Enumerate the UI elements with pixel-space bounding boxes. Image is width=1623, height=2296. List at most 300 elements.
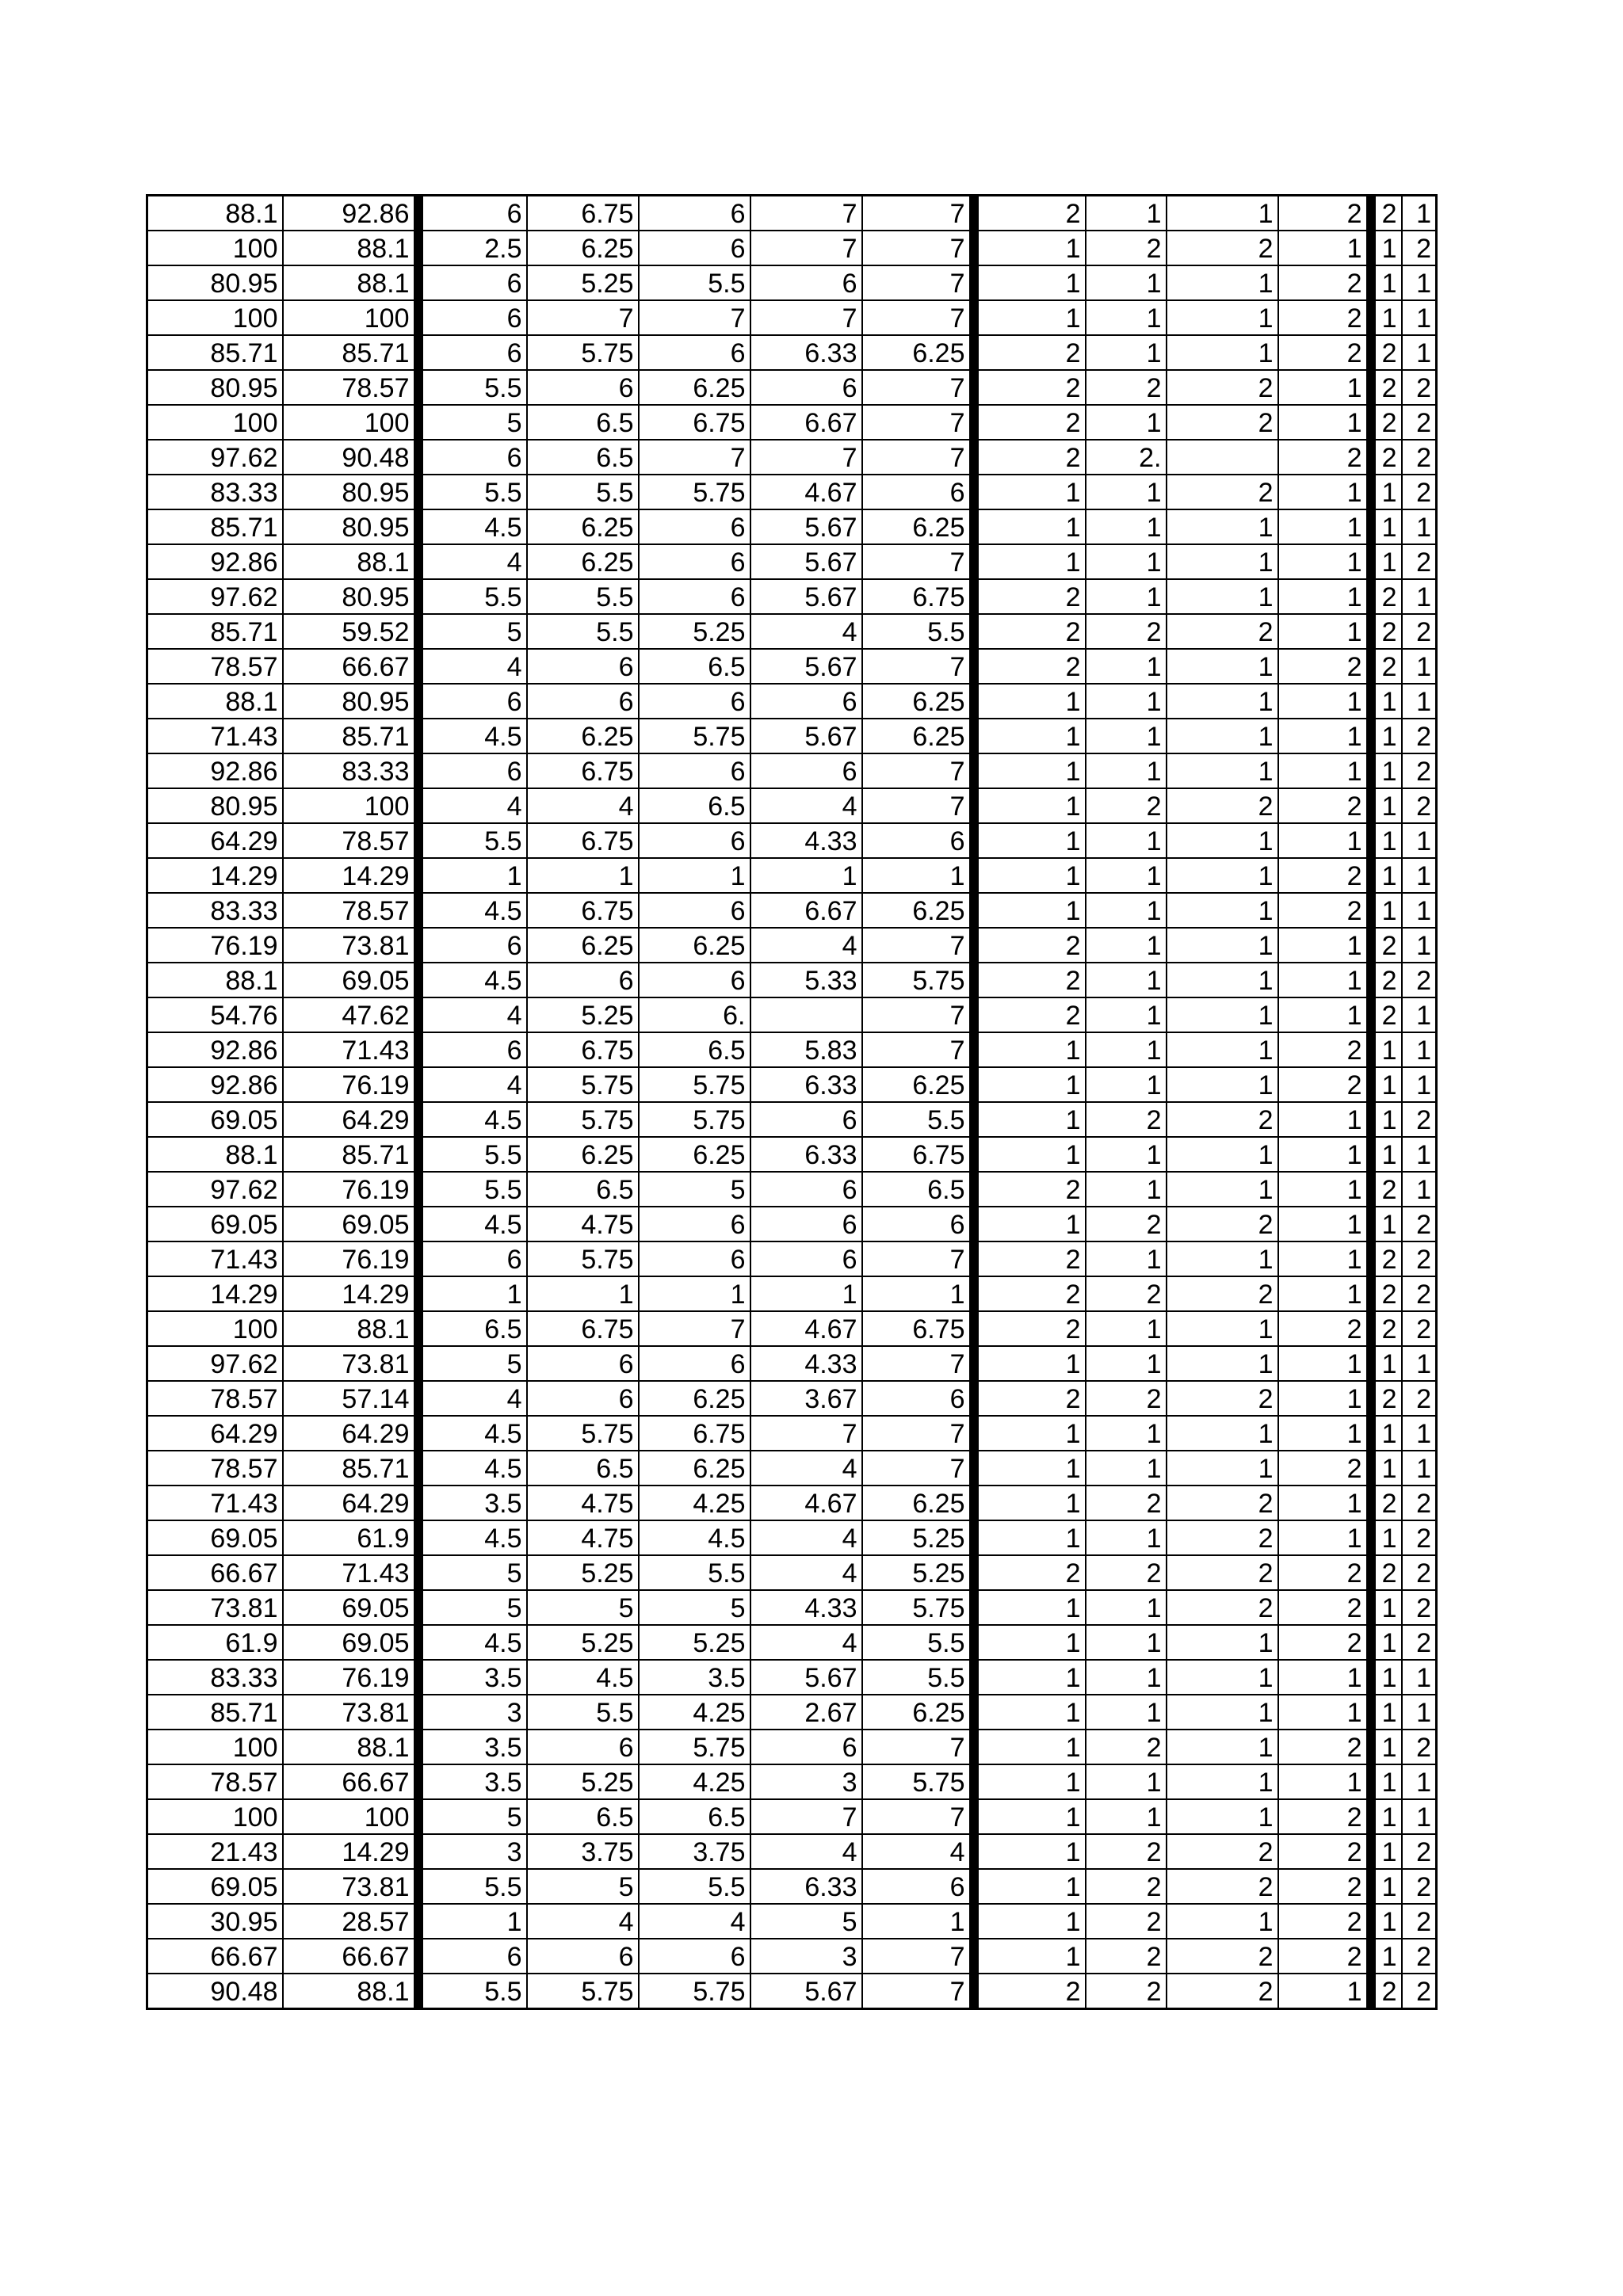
table-cell: 6 bbox=[639, 196, 750, 231]
table-row bbox=[147, 579, 1437, 614]
table-cell: 71.43 bbox=[147, 1486, 283, 1520]
table-cell: 100 bbox=[147, 231, 283, 265]
table-cell: 1 bbox=[974, 1730, 1086, 1764]
table-cell: 6 bbox=[639, 684, 750, 719]
table-cell: 2 bbox=[1278, 858, 1371, 893]
table-cell: 76.19 bbox=[283, 1172, 418, 1207]
table-cell: 2 bbox=[1278, 1625, 1371, 1660]
table-cell: 1 bbox=[1402, 265, 1437, 300]
table-cell: 2 bbox=[974, 963, 1086, 997]
table-cell: 1 bbox=[974, 1137, 1086, 1172]
table-cell: 1 bbox=[1278, 579, 1371, 614]
table-cell: 6 bbox=[750, 1172, 862, 1207]
table-cell: 5.5 bbox=[639, 265, 750, 300]
table-cell: 73.81 bbox=[283, 1346, 418, 1381]
table-cell: 2 bbox=[1371, 649, 1402, 684]
table-cell: 88.1 bbox=[147, 684, 283, 719]
table-cell: 2 bbox=[1402, 1207, 1437, 1241]
table-cell: 6 bbox=[639, 1241, 750, 1276]
table-cell: 4 bbox=[750, 928, 862, 963]
table-cell: 6.25 bbox=[639, 1451, 750, 1486]
table-cell: 4.25 bbox=[639, 1764, 750, 1799]
table-cell: 64.29 bbox=[147, 1416, 283, 1451]
table-cell: 1 bbox=[974, 858, 1086, 893]
table-row bbox=[147, 1416, 1437, 1451]
table-cell: 100 bbox=[147, 1730, 283, 1764]
table-cell: 1 bbox=[1278, 1276, 1371, 1311]
table-cell: 1 bbox=[1086, 196, 1167, 231]
table-cell: 83.33 bbox=[147, 475, 283, 509]
table-cell: 5.75 bbox=[639, 719, 750, 753]
table-cell: 6.5 bbox=[639, 1032, 750, 1067]
table-cell: 5.75 bbox=[527, 1974, 639, 2009]
table-cell: 1 bbox=[1371, 788, 1402, 823]
table-cell: 5.5 bbox=[862, 1625, 974, 1660]
table-cell: 1 bbox=[1167, 684, 1278, 719]
table-cell: 6 bbox=[527, 1381, 639, 1416]
table-cell bbox=[750, 997, 862, 1032]
table-cell: 3.5 bbox=[418, 1486, 527, 1520]
table-cell: 85.71 bbox=[283, 1137, 418, 1172]
table-cell: 4 bbox=[418, 997, 527, 1032]
table-cell: 2 bbox=[1086, 1904, 1167, 1939]
table-cell: 6 bbox=[639, 509, 750, 544]
table-cell: 2 bbox=[1167, 231, 1278, 265]
table-cell: 2 bbox=[1402, 1241, 1437, 1276]
table-cell: 80.95 bbox=[283, 509, 418, 544]
table-row bbox=[147, 753, 1437, 788]
table-cell: 100 bbox=[147, 1311, 283, 1346]
table-cell: 7 bbox=[862, 370, 974, 405]
table-cell: 4 bbox=[639, 1904, 750, 1939]
table-cell: 1 bbox=[1402, 858, 1437, 893]
table-row bbox=[147, 265, 1437, 300]
table-row bbox=[147, 684, 1437, 719]
table-cell: 2 bbox=[1278, 1799, 1371, 1834]
table-cell: 5 bbox=[527, 1590, 639, 1625]
table-cell: 1 bbox=[1371, 475, 1402, 509]
table-cell: 1 bbox=[1167, 1625, 1278, 1660]
table-cell: 5 bbox=[418, 1346, 527, 1381]
table-cell: 71.43 bbox=[147, 1241, 283, 1276]
table-cell: 2 bbox=[1086, 1486, 1167, 1520]
table-cell: 1 bbox=[527, 858, 639, 893]
table-cell: 1 bbox=[1278, 1102, 1371, 1137]
table-cell: 4.75 bbox=[527, 1520, 639, 1555]
table-cell: 1 bbox=[1086, 1799, 1167, 1834]
table-cell: 1 bbox=[1086, 823, 1167, 858]
table-cell: 6.25 bbox=[639, 1137, 750, 1172]
table-cell: 64.29 bbox=[147, 823, 283, 858]
table-cell: 1 bbox=[1086, 265, 1167, 300]
table-cell: 6.5 bbox=[527, 440, 639, 475]
table-cell: 69.05 bbox=[283, 1590, 418, 1625]
table-cell: 59.52 bbox=[283, 614, 418, 649]
table-cell: 2 bbox=[1086, 1834, 1167, 1869]
table-cell: 73.81 bbox=[283, 1869, 418, 1904]
table-cell: 6.75 bbox=[527, 1311, 639, 1346]
table-cell: 6 bbox=[639, 753, 750, 788]
table-cell: 2 bbox=[1086, 1869, 1167, 1904]
table-cell: 1 bbox=[1086, 1590, 1167, 1625]
table-row bbox=[147, 614, 1437, 649]
table-cell: 1 bbox=[1371, 1764, 1402, 1799]
table-cell: 6.25 bbox=[862, 684, 974, 719]
table-cell: 92.86 bbox=[283, 196, 418, 231]
table-cell: 2 bbox=[974, 1172, 1086, 1207]
table-cell: 1 bbox=[1278, 370, 1371, 405]
table-row bbox=[147, 963, 1437, 997]
table-cell: 6.5 bbox=[639, 788, 750, 823]
table-cell: 30.95 bbox=[147, 1904, 283, 1939]
table-cell: 2 bbox=[1278, 1067, 1371, 1102]
table-cell: 2 bbox=[974, 614, 1086, 649]
table-cell: 2 bbox=[1278, 300, 1371, 335]
table-cell: 85.71 bbox=[147, 614, 283, 649]
table-cell: 6 bbox=[527, 1346, 639, 1381]
table-cell: 4 bbox=[750, 1520, 862, 1555]
table-cell: 76.19 bbox=[283, 1660, 418, 1695]
table-cell: 4 bbox=[750, 1834, 862, 1869]
table-cell: 5.67 bbox=[750, 544, 862, 579]
table-cell: 80.95 bbox=[283, 684, 418, 719]
table-cell: 2 bbox=[1278, 335, 1371, 370]
table-row bbox=[147, 1834, 1437, 1869]
table-row bbox=[147, 1730, 1437, 1764]
table-cell: 1 bbox=[1371, 753, 1402, 788]
table-cell: 1 bbox=[974, 1869, 1086, 1904]
table-cell: 5.75 bbox=[527, 1102, 639, 1137]
table-cell: 1 bbox=[1402, 579, 1437, 614]
table-cell: 1 bbox=[1278, 1974, 1371, 2009]
table-cell: 4.67 bbox=[750, 1311, 862, 1346]
table-row bbox=[147, 1869, 1437, 1904]
table-cell: 4 bbox=[750, 1451, 862, 1486]
table-row bbox=[147, 1311, 1437, 1346]
table-cell: 2 bbox=[1402, 1625, 1437, 1660]
table-cell: 1 bbox=[974, 684, 1086, 719]
table-cell: 85.71 bbox=[283, 1451, 418, 1486]
table-cell: 1 bbox=[1167, 1067, 1278, 1102]
table-cell: 7 bbox=[639, 440, 750, 475]
table-row bbox=[147, 1695, 1437, 1730]
table-cell: 7 bbox=[862, 405, 974, 440]
table-cell: 2 bbox=[1402, 1939, 1437, 1974]
table-cell: 2 bbox=[1167, 1381, 1278, 1416]
table-cell: 80.95 bbox=[283, 475, 418, 509]
data-table bbox=[146, 194, 1438, 2010]
table-cell: 1 bbox=[1371, 1032, 1402, 1067]
table-row bbox=[147, 719, 1437, 753]
table-cell: 6 bbox=[639, 893, 750, 928]
table-cell: 5 bbox=[527, 1869, 639, 1904]
table-cell: 2 bbox=[1086, 1974, 1167, 2009]
table-cell: 2 bbox=[1167, 1207, 1278, 1241]
table-cell: 6.25 bbox=[862, 719, 974, 753]
table-cell: 5 bbox=[750, 1904, 862, 1939]
table-row bbox=[147, 1799, 1437, 1834]
table-cell: 97.62 bbox=[147, 1172, 283, 1207]
table-cell: 2 bbox=[1371, 1241, 1402, 1276]
table-cell: 2 bbox=[1371, 1276, 1402, 1311]
table-cell: 1 bbox=[1278, 1381, 1371, 1416]
table-cell: 1 bbox=[1086, 544, 1167, 579]
table-row bbox=[147, 1520, 1437, 1555]
table-cell: 2 bbox=[974, 196, 1086, 231]
table-cell: 4.5 bbox=[418, 893, 527, 928]
table-cell: 83.33 bbox=[283, 753, 418, 788]
table-cell: 2 bbox=[1278, 1834, 1371, 1869]
table-cell: 1 bbox=[418, 1904, 527, 1939]
table-cell: 5.25 bbox=[639, 614, 750, 649]
table-cell: 1 bbox=[1167, 1416, 1278, 1451]
table-cell: 1 bbox=[1086, 1032, 1167, 1067]
table-cell: 80.95 bbox=[147, 370, 283, 405]
table-cell: 5.67 bbox=[750, 579, 862, 614]
table-cell: 2 bbox=[1402, 1486, 1437, 1520]
table-cell: 7 bbox=[862, 196, 974, 231]
table-cell: 4.75 bbox=[527, 1486, 639, 1520]
table-cell: 3 bbox=[750, 1939, 862, 1974]
table-cell: 1 bbox=[1402, 1660, 1437, 1695]
table-cell: 5.5 bbox=[862, 614, 974, 649]
table-cell: 5 bbox=[639, 1590, 750, 1625]
table-cell: 1 bbox=[1167, 196, 1278, 231]
table-cell: 2 bbox=[1278, 1451, 1371, 1486]
table-cell: 1 bbox=[1371, 509, 1402, 544]
table-cell: 2 bbox=[1402, 475, 1437, 509]
table-cell: 2 bbox=[1402, 753, 1437, 788]
table-cell: 2 bbox=[1278, 1590, 1371, 1625]
table-cell: 57.14 bbox=[283, 1381, 418, 1416]
table-cell: 5.75 bbox=[527, 1067, 639, 1102]
table-cell: 1 bbox=[1371, 823, 1402, 858]
table-cell: 6 bbox=[750, 1730, 862, 1764]
table-cell: 1 bbox=[1167, 579, 1278, 614]
table-cell: 4.5 bbox=[639, 1520, 750, 1555]
table-cell: 5.5 bbox=[639, 1869, 750, 1904]
table-cell: 5.5 bbox=[418, 370, 527, 405]
table-cell: 2 bbox=[974, 928, 1086, 963]
table-cell: 1 bbox=[1278, 509, 1371, 544]
table-body bbox=[147, 196, 1437, 2009]
table-cell: 1 bbox=[974, 1660, 1086, 1695]
table-cell: 5.75 bbox=[639, 1974, 750, 2009]
table-cell: 69.05 bbox=[283, 963, 418, 997]
table-cell: 2 bbox=[1371, 370, 1402, 405]
table-row bbox=[147, 405, 1437, 440]
table-cell: 1 bbox=[1371, 1939, 1402, 1974]
table-cell: 1 bbox=[1167, 544, 1278, 579]
table-cell: 14.29 bbox=[283, 1834, 418, 1869]
table-cell: 3.67 bbox=[750, 1381, 862, 1416]
table-row bbox=[147, 1660, 1437, 1695]
table-row bbox=[147, 1590, 1437, 1625]
table-cell: 1 bbox=[974, 1346, 1086, 1381]
table-cell: 69.05 bbox=[147, 1207, 283, 1241]
table-cell: 2 bbox=[1086, 1102, 1167, 1137]
table-cell: 2 bbox=[1278, 196, 1371, 231]
table-cell: 3.5 bbox=[418, 1730, 527, 1764]
table-cell: 1 bbox=[1167, 1730, 1278, 1764]
table-cell: 2 bbox=[1167, 370, 1278, 405]
table-cell: 71.43 bbox=[283, 1555, 418, 1590]
table-cell: 6.75 bbox=[527, 753, 639, 788]
table-cell: 7 bbox=[639, 1311, 750, 1346]
table-cell: 5.75 bbox=[639, 1102, 750, 1137]
table-cell: 1 bbox=[974, 823, 1086, 858]
table-cell: 7 bbox=[750, 1416, 862, 1451]
table-cell: 6 bbox=[639, 1207, 750, 1241]
table-cell: 5.25 bbox=[527, 997, 639, 1032]
table-cell: 1 bbox=[1278, 997, 1371, 1032]
table-cell: 6 bbox=[862, 1869, 974, 1904]
table-cell: 78.57 bbox=[147, 1381, 283, 1416]
table-cell: 1 bbox=[1371, 1660, 1402, 1695]
table-cell: 1 bbox=[1371, 1799, 1402, 1834]
table-cell: 14.29 bbox=[147, 858, 283, 893]
table-cell: 5.5 bbox=[418, 475, 527, 509]
table-cell: 2 bbox=[1167, 1939, 1278, 1974]
table-cell: 5.5 bbox=[862, 1102, 974, 1137]
table-cell: 4 bbox=[418, 788, 527, 823]
table-cell: 1 bbox=[1402, 893, 1437, 928]
table-cell: 1 bbox=[1402, 1172, 1437, 1207]
table-cell: 2 bbox=[974, 1381, 1086, 1416]
table-cell: 78.57 bbox=[283, 893, 418, 928]
table-cell: 7 bbox=[750, 300, 862, 335]
table-cell: 7 bbox=[862, 788, 974, 823]
table-cell: 1 bbox=[1402, 1416, 1437, 1451]
table-cell: 5.5 bbox=[527, 579, 639, 614]
table-cell: 1 bbox=[974, 231, 1086, 265]
table-cell: 1 bbox=[1371, 1869, 1402, 1904]
table-row bbox=[147, 1974, 1437, 2009]
table-cell: 2 bbox=[1402, 544, 1437, 579]
table-cell: 6.5 bbox=[527, 1799, 639, 1834]
table-cell: 78.57 bbox=[147, 1451, 283, 1486]
table-cell: 2 bbox=[1371, 1974, 1402, 2009]
table-cell: 2 bbox=[1086, 1555, 1167, 1590]
table-row bbox=[147, 370, 1437, 405]
table-cell: 2 bbox=[974, 649, 1086, 684]
table-cell: 4.67 bbox=[750, 1486, 862, 1520]
table-cell: 5.67 bbox=[750, 719, 862, 753]
table-cell: 6 bbox=[639, 544, 750, 579]
table-row bbox=[147, 475, 1437, 509]
table-cell: 2 bbox=[1402, 1869, 1437, 1904]
table-cell: 2 bbox=[1086, 231, 1167, 265]
table-cell: 5.5 bbox=[418, 823, 527, 858]
table-cell: 6.75 bbox=[527, 823, 639, 858]
table-cell: 1 bbox=[418, 1276, 527, 1311]
table-cell: 5.25 bbox=[527, 1555, 639, 1590]
table-cell: 6 bbox=[418, 335, 527, 370]
table-cell: 2 bbox=[974, 1974, 1086, 2009]
table-cell: 1 bbox=[1371, 684, 1402, 719]
table-row bbox=[147, 1764, 1437, 1799]
table-cell: 6 bbox=[750, 1102, 862, 1137]
table-cell: 1 bbox=[1086, 1451, 1167, 1486]
table-cell: 61.9 bbox=[283, 1520, 418, 1555]
table-cell: 1 bbox=[1086, 1346, 1167, 1381]
table-cell: 2 bbox=[1167, 614, 1278, 649]
table-cell: 1 bbox=[974, 1939, 1086, 1974]
table-cell: 1 bbox=[527, 1276, 639, 1311]
table-cell: 6.75 bbox=[639, 405, 750, 440]
table-cell: 1 bbox=[1402, 196, 1437, 231]
table-cell: 1 bbox=[1086, 1520, 1167, 1555]
table-cell: 88.1 bbox=[147, 963, 283, 997]
table-cell: 1 bbox=[1167, 509, 1278, 544]
table-cell: 6.75 bbox=[527, 196, 639, 231]
table-cell: 2 bbox=[1371, 997, 1402, 1032]
table-cell: 1 bbox=[1086, 1067, 1167, 1102]
table-cell: 2 bbox=[974, 1555, 1086, 1590]
table-cell: 1 bbox=[974, 1695, 1086, 1730]
table-row bbox=[147, 1486, 1437, 1520]
table-cell: 66.67 bbox=[283, 1939, 418, 1974]
table-cell: 4.5 bbox=[418, 719, 527, 753]
table-cell: 6 bbox=[418, 1032, 527, 1067]
table-cell: 7 bbox=[862, 753, 974, 788]
table-cell: 7 bbox=[862, 649, 974, 684]
table-cell: 1 bbox=[1086, 963, 1167, 997]
table-cell: 78.57 bbox=[283, 370, 418, 405]
table-cell: 1 bbox=[1402, 1695, 1437, 1730]
table-row bbox=[147, 1032, 1437, 1067]
table-cell: 73.81 bbox=[283, 928, 418, 963]
table-cell: 1 bbox=[974, 1451, 1086, 1486]
table-cell: 6.75 bbox=[862, 579, 974, 614]
table-cell: 2 bbox=[1402, 1276, 1437, 1311]
table-cell: 1 bbox=[1167, 963, 1278, 997]
table-cell: 2 bbox=[1402, 1555, 1437, 1590]
table-cell: 2 bbox=[1086, 614, 1167, 649]
table-cell: 2 bbox=[1278, 1904, 1371, 1939]
table-cell: 7 bbox=[862, 1799, 974, 1834]
table-cell: 1 bbox=[1371, 1416, 1402, 1451]
table-cell: 6 bbox=[862, 823, 974, 858]
table-row bbox=[147, 1137, 1437, 1172]
table-cell: 1 bbox=[1086, 753, 1167, 788]
table-cell: 2 bbox=[1086, 1207, 1167, 1241]
table-cell: 2 bbox=[974, 1311, 1086, 1346]
table-cell: 6. bbox=[639, 997, 750, 1032]
table-cell: 1 bbox=[1371, 1834, 1402, 1869]
table-cell: 5.75 bbox=[862, 1590, 974, 1625]
table-cell: 2 bbox=[1371, 1381, 1402, 1416]
table-cell: 1 bbox=[1086, 1660, 1167, 1695]
table-cell: 1 bbox=[974, 753, 1086, 788]
table-cell: 5.75 bbox=[527, 1416, 639, 1451]
table-cell: 90.48 bbox=[147, 1974, 283, 2009]
table-cell: 1 bbox=[1086, 1416, 1167, 1451]
table-cell: 6 bbox=[418, 684, 527, 719]
table-cell: 100 bbox=[147, 405, 283, 440]
table-cell: 6.5 bbox=[418, 1311, 527, 1346]
table-cell: 6.25 bbox=[527, 928, 639, 963]
table-cell: 1 bbox=[1167, 1311, 1278, 1346]
table-cell: 7 bbox=[750, 196, 862, 231]
table-cell: 1 bbox=[1086, 1695, 1167, 1730]
table-cell: 5.25 bbox=[862, 1555, 974, 1590]
table-cell: 1 bbox=[1086, 1241, 1167, 1276]
table-cell: 2 bbox=[1278, 1555, 1371, 1590]
table-cell: 71.43 bbox=[283, 1032, 418, 1067]
table-cell: 1 bbox=[974, 1904, 1086, 1939]
table-cell: 2 bbox=[1371, 614, 1402, 649]
